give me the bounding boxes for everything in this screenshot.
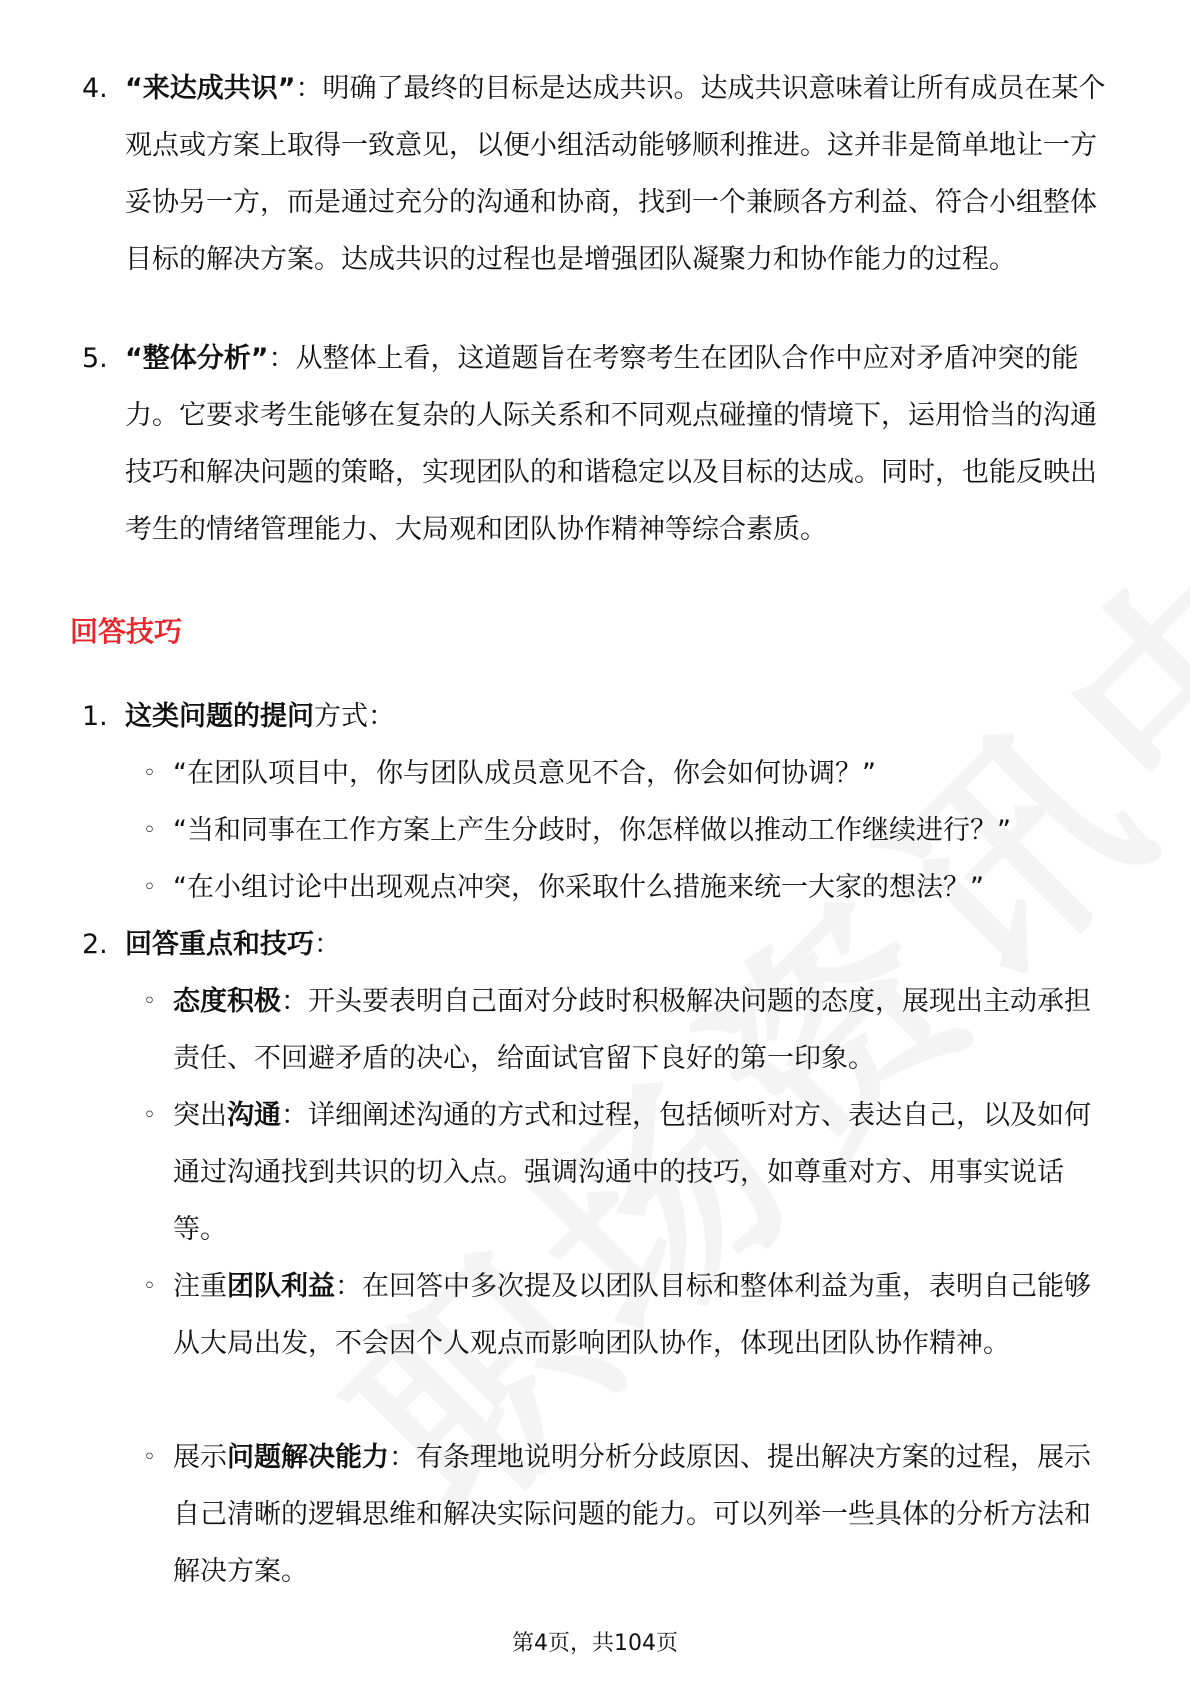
list-number: 2. xyxy=(82,929,108,960)
list-number: 4. xyxy=(82,73,108,104)
item-title-rest: 方式： xyxy=(314,701,395,732)
sub-list-item xyxy=(143,1087,1103,1258)
bullet-icon: ◦ xyxy=(143,989,156,1014)
bullet-icon: ◦ xyxy=(143,1445,156,1470)
bullet-icon: ◦ xyxy=(143,761,156,786)
sub-list-item xyxy=(143,1429,1103,1600)
section-heading: 回答技巧 xyxy=(70,615,183,648)
sub-item-bold: 沟通 xyxy=(227,1100,281,1131)
item-title-bold: 回答重点和技巧 xyxy=(125,929,314,960)
list-item xyxy=(82,330,1122,558)
item-text: ：从整体上看，这道题旨在考察考生在团队合作中应对矛盾冲突的能力。它要求考生能够在复杂的人际关系和不同观点碰撞的情境下，运用恰当的沟通技巧和解决问题的策略，实现团队的和谐稳定以及目标的达成。同时，也能反映出考生的情绪管理能力、大局观和团队协作精神等综合素质。 xyxy=(125,343,1097,545)
sub-item-lead: 展示 xyxy=(173,1442,227,1473)
page-footer: 第4页，共104页 xyxy=(512,1631,678,1656)
sub-item-text: ：详细阐述沟通的方式和过程，包括倾听对方、表达自己，以及如何通过沟通找到共识的切入点。强调沟通中的技巧，如尊重对方、用事实说话等。 xyxy=(173,1100,1091,1245)
sub-item-text: ：开头要表明自己面对分歧时积极解决问题的态度，展现出主动承担责任、不回避矛盾的决心，给面试官留下良好的第一印象。 xyxy=(173,986,1091,1074)
sub-item-text: “在小组讨论中出现观点冲突，你采取什么措施来统一大家的想法？” xyxy=(173,872,984,903)
item-title-rest: ： xyxy=(314,929,341,960)
sub-item-bold: 团队利益 xyxy=(227,1271,335,1302)
list-item xyxy=(82,688,1122,745)
bullet-icon: ◦ xyxy=(143,1103,156,1128)
list-item-body xyxy=(125,688,1122,745)
sub-item-text: “当和同事在工作方案上产生分歧时，你怎样做以推动工作继续进行？” xyxy=(173,815,1011,846)
item-title: “整体分析” xyxy=(125,343,269,374)
bullet-icon: ◦ xyxy=(143,1274,156,1299)
item-title-bold: 这类问题的提问 xyxy=(125,701,314,732)
sub-item-lead: 突出 xyxy=(173,1100,227,1131)
item-title: “来达成共识” xyxy=(125,73,296,104)
list-number: 5. xyxy=(82,343,108,374)
bullet-icon: ◦ xyxy=(143,818,156,843)
sub-item-bold: 问题解决能力 xyxy=(227,1442,389,1473)
list-item-body xyxy=(125,330,1122,558)
list-item xyxy=(82,60,1122,288)
sub-item-bold: 态度积极 xyxy=(173,986,281,1017)
sub-list-item xyxy=(143,745,1103,802)
bullet-icon: ◦ xyxy=(143,875,156,900)
sub-item-text: ：有条理地说明分析分歧原因、提出解决方案的过程，展示自己清晰的逻辑思维和解决实际问题的能力。可以列举一些具体的分析方法和解决方案。 xyxy=(173,1442,1091,1587)
sub-item-text: “在团队项目中，你与团队成员意见不合，你会如何协调？” xyxy=(173,758,876,789)
sub-item-text: ：在回答中多次提及以团队目标和整体利益为重，表明自己能够从大局出发，不会因个人观点而影响团队协作，体现出团队协作精神。 xyxy=(173,1271,1091,1359)
sub-list-item xyxy=(143,859,1103,916)
sub-list-item xyxy=(143,973,1103,1087)
list-number: 1. xyxy=(82,701,108,732)
list-item-body xyxy=(125,60,1122,288)
item-text: ：明确了最终的目标是达成共识。达成共识意味着让所有成员在某个观点或方案上取得一致意见，以便小组活动能够顺利推进。这并非是简单地让一方妥协另一方，而是通过充分的沟通和协商，找到一个兼顾各方利益、符合小组整体目标的解决方案。达成共识的过程也是增强团队凝聚力和协作能力的过程。 xyxy=(125,73,1106,275)
sub-list-item xyxy=(143,1258,1103,1372)
list-item xyxy=(82,916,1122,973)
list-item-body xyxy=(125,916,1122,973)
sub-item-lead: 注重 xyxy=(173,1271,227,1302)
sub-list-item xyxy=(143,802,1103,859)
